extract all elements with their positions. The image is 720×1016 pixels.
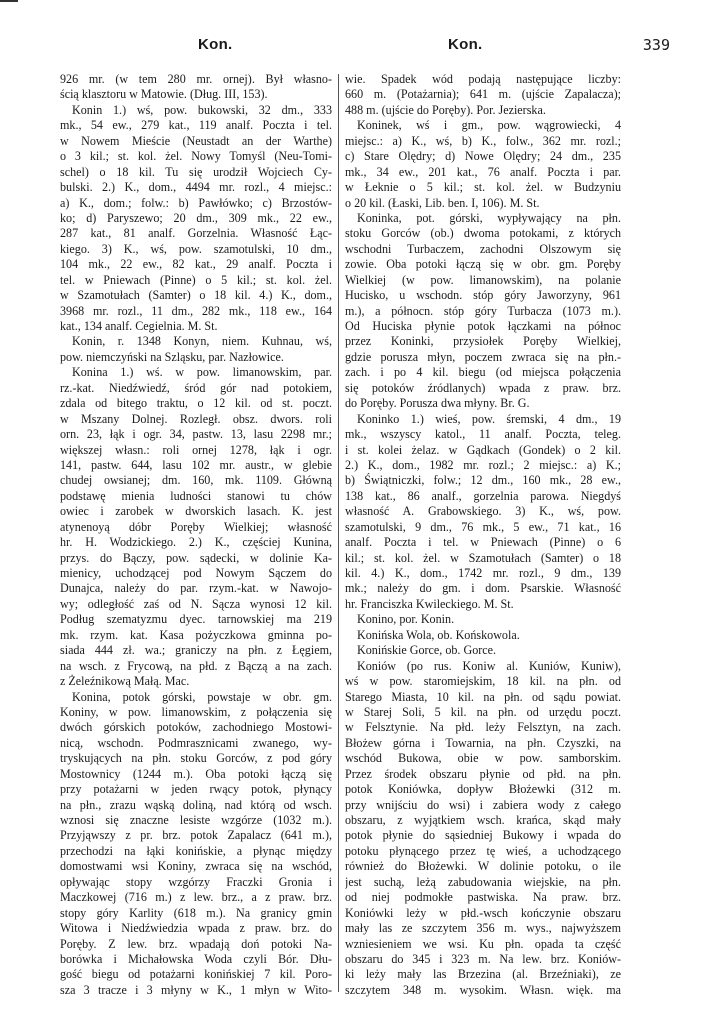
column-divider [338,74,339,992]
text-line: Konin, r. 1348 Konyn, niem. Kuhnau, wś, [72,334,332,349]
text-line: stopy góry Karlity (618 m.). Na granicy gmin [60,905,332,920]
text-line: wschód Bukowa, obie w pow. samborskim. [345,751,621,766]
text-line: własność A. Grabowskiego. 3) K., wś, pow. [345,504,621,519]
text-line: zdala od bitego traktu, o 12 kil. od st. poczt. [60,396,332,411]
text-line: ki leży mały las Brzezina (al. Brzeźniaki), ze [345,967,621,982]
text-line: w Szamotułach (Samter) o 18 kil. 4.) K., dom., [60,288,332,303]
text-line: mk. rzym. kat. Kasa pożyczkowa gminna po- [60,627,332,642]
text-line: mk., 34 ew., 201 kat., 76 analf. Poczta i par. [345,164,621,179]
running-head-left: Kon. [198,36,233,53]
text-line: opływając stopy wzgórzy Fraczki Gronia i [60,874,332,889]
text-line: Koninek, wś i gm., pow. wągrowiecki, 4 [357,118,621,133]
text-line: nicą, wschodn. Podmrasznicami zwanego, wy- [60,735,332,750]
text-line: Mostownicy (1244 m.). Oba potoki łączą się [60,766,332,781]
text-line: Koninka, pot. górski, wypływający na płn. [357,210,621,225]
text-line: na wsch. z Frycową, na płd. z Bączą a na zach. [60,658,332,673]
text-line: wzniesieniem we wsi. Ku płn. opada ta część [345,936,621,951]
text-line: jest suchą, leżą zabudowania wiejskie, na płn. [345,874,621,889]
text-line: przys. do Bączy, pow. sądecki, w dolinie Ka- [60,550,332,565]
text-line: dwóch górskich potoków, zachodniego Mostowi- [60,720,332,735]
page-edge-rule [0,0,18,2]
page-header [60,36,670,56]
text-line: szamotulski, 9 dm., 76 mk., 5 ew., 71 kat., 16 [345,519,621,534]
text-line: przy potażarni w jeden rwący potok, płynący [60,782,332,797]
right-column [345,72,621,998]
text-line: przechodzi na łąki konińskie, a płynąc między [60,843,332,858]
text-line: Błożew górna i Towarnia, na płn. Czyszki, na [345,735,621,750]
text-line: pow. niemczyński na Szląsku, par. Nazłowice. [60,349,284,364]
text-line: Koniny, w pow. limanowskim, z połączenia się [60,704,332,719]
text-line: obszaru, z wyjątkiem wsch. krańca, skąd mały [345,813,621,827]
text-line: mk., wszyscy katol., 11 analf. Poczta, teleg. [345,427,621,442]
text-line: a) K., dom.; folw.: b) Pawłówko; c) Brzostów- [60,195,332,210]
text-line: tryskujących na płn. stoku Gorców, z pod góry [60,751,332,766]
text-line: wznosi się znaczne lesiste wzgórze (1032 m.). [60,813,332,827]
text-line: analf. Poczta i tel. w Pniewach (Pinne) o 6 [345,535,621,550]
text-line: 2.) K., dom., 1982 mr. rozl.; 2 miejsc.: a) K.; [345,457,621,472]
text-line: i st. kolei żelaz. w Gądkach (Gondek) o 2 kil. [345,442,621,457]
text-line: w Łeknie o 5 kil.; st. kol. żel. w Budzyniu [345,180,621,195]
text-line: Konin 1.) wś, pow. bukowski, 32 dm., 333 [72,102,332,117]
text-line: Koniów (po rus. Koniw al. Kuniów, Kuniw), [357,658,621,673]
text-line: atynenoyą dóbr Poręby Wielkiej; własność [60,519,332,534]
text-line: 104 mk., 22 ew., 82 kat., 29 analf. Poczta i [60,257,332,272]
text-line: owiec i zarobek w dworskich lasach. K. jest [60,504,332,519]
text-line: w Starej Soli, 5 kil. na płn. od urzędu poczt. [345,704,621,719]
page-number: 339 [642,36,670,54]
text-line: Koniówki leży w płd.-wsch kończynie obszaru [345,905,621,920]
text-line: rz.-kat. Niedźwiedź, śród gór nad potokiem, [60,380,332,395]
text-line: schel) o 18 kil. Tu się urodził Wojciech Cy- [60,164,332,179]
text-line: o 3 kil.; st. kol. żel. Nowy Tomyśl (Neu-Tomi- [60,149,332,164]
text-line: 287 kat., 81 analf. Gorzelnia. Własność Łąc- [60,226,332,241]
text-line: potok płynie do sąsiedniej Bukowy i wpada do [345,828,621,843]
text-line: mk.; należy do gm. i dom. Psarskie. Własność [345,581,621,596]
text-line: również do Błożewki. W dolinie potoku, o ile [345,859,621,874]
text-line: Starego Miasta, 10 kil. na płn. od sądu powiat. [345,689,621,704]
text-line: kil. 4.) K., dom., 1742 mr. rozl., 9 dm., 139 [345,566,621,580]
text-line: przez Koninki, przysiołek Poręby Wielkiej, [345,334,621,349]
text-line: 141, pastw. 644, lasu 102 mr. austr., w glebie [60,457,332,472]
text-line: Konińska Wola, ob. Końskowola. [357,627,520,642]
text-line: o 20 kil. (Łaski, Lib. ben. I, 106). M. St. [345,195,540,210]
text-line: Przyjąwszy z pr. brz. potok Zapalacz (641 m.), [60,828,332,843]
text-line: wie. Spadek wód podają następujące liczby: [345,72,621,86]
text-line: zach. i po 4 kil. biegu (od miejsca połączenia [345,365,621,380]
text-line: gość biegu od potażarni konińskiej 7 kil. Poro- [60,967,332,982]
text-line: podstawę mienia ludności stanowi tu chów [60,488,332,503]
text-line: się potoków źródlanych) wpada z praw. brz. [345,380,621,395]
text-line: chudej owsianej; dm. 160, mk. 1109. Główną [60,473,332,488]
text-line: bulski. 2.) K., dom., 4494 mr. rozl., 4 miejsc.: [60,180,332,195]
text-line: b) Świątniczki, folw.; 12 dm., 160 mk., 28 ew., [345,473,621,488]
text-line: hr. Franciszka Kwileckiego. M. St. [345,596,514,611]
text-line: Hucisko, u wschodn. stóp góry Jaworzyny, 961 [345,288,621,303]
text-line: potoku płynącego przez tę wieś, a uchodzącego [345,843,621,858]
text-line: Poręby. Z lew. brz. wpadają doń potoki Na- [60,936,332,951]
text-line: 488 m. (ujście do Poręby). Por. Jezierska. [345,102,546,117]
text-line: siada 444 zł. wa.; graniczy na płn. z Łęgiem, [60,643,332,658]
text-line: tel. w Pniewach (Pinne) o 5 kil.; st. kol. żel. [60,272,332,287]
text-line: hr. H. Wodzickiego. 2.) K., częściej Kunina, [60,535,332,550]
text-line: wy; odległość zaś od N. Sącza wynosi 12 kil. [60,596,332,611]
text-line: obszaru do 345 i 323 m. Na lew. brz. Koniów- [345,951,621,966]
text-line: 926 mr. (w tem 280 mr. ornej). Był własno- [60,72,332,86]
text-line: Wielkiej (w pow. limanowskim), na polanie [345,272,621,287]
text-line: Konino, por. Konin. [357,612,455,627]
text-line: Od Huciska płynie potok łączkami na północ [345,319,621,333]
text-line: Dunajca, należy do par. rzym.-kat. w Nawojo- [60,581,332,596]
text-line: Konina 1.) wś. w pow. limanowskim, par. [72,365,332,380]
text-line: Konińskie Gorce, ob. Gorce. [357,643,497,658]
text-line: w Nowem Mieście (Neustadt an der Warthe) [60,133,332,148]
text-line: miejsc.: a) K., wś, b) K., folw., 362 mr. rozl.; [345,133,621,148]
text-line: ko; d) Paryszewo; 20 dm., 309 mk., 22 ew., [60,210,332,225]
text-line: domostwami wsi Koniny, zwraca się na wschód, [60,859,332,874]
text-line: 3968 mr. rozl., 11 dm., 282 mk., 118 ew., 164 [60,303,332,318]
text-line: borówka i Michałowska Woda czyli Bór. Dłu- [60,951,332,966]
text-line: Przez środek obszaru płynie od płd. na płn. [345,766,621,781]
text-line: potok Koniówka, dopływ Błożewki (312 m. [345,782,621,797]
text-line: m.), a północn. stóp góry Turbacza (1073 m.). [345,303,621,318]
text-line: Koninko 1.) wieś, pow. śremski, 4 dm., 19 [357,411,621,426]
text-line: zowie. Oba potoki łączą się w obr. gm. Poręby [345,257,621,272]
running-head-right: Kon. [448,36,483,53]
text-line: w Felsztynie. Na płd. leży Felsztyn, na zach. [345,720,621,735]
left-column [60,72,332,998]
text-line: większej własn.: roli ornej 1278, łąk i ogr. [60,442,332,457]
text-line: wś w pow. staromiejskim, 18 kil. na płn. od [345,674,621,689]
text-line: stoku Gorców (ob.) dwoma potokami, z których [345,226,621,241]
text-line: kiego. 3) K., wś, pow. szamotulski, 10 dm., [60,241,332,256]
text-line: z Żeleźnikową Małą. Mac. [60,674,190,689]
text-line: Konina, potok górski, powstaje w obr. gm. [72,689,332,704]
text-line: wschodni Turbaczem, zachodni Olszowym się [345,241,621,256]
text-line: orn. 23, łąk i ogr. 34, pastw. 13, lasu 2298 mr.; [60,427,332,442]
text-line: od niej podmokłe pastwiska. Na praw. brz. [345,890,621,905]
text-line: Maczkowej (716 m.) z lew. brz., a z praw. brz. [60,890,332,905]
text-line: mk., 54 ew., 279 kat., 119 analf. Poczta i tel. [60,118,332,133]
text-line: sza 3 tracze i 3 młyny w K., 1 młyn w Wito- [60,982,332,997]
text-line: przy wnijściu do wsi) i zabiera wody z całego [345,797,621,812]
text-line: w Mszany Dolnej. Rozległ. obsz. dwors. roli [60,411,332,426]
text-line: ścią klasztoru w Matowie. (Dług. III, 153). [60,87,268,102]
text-line: 138 kat., 86 analf., gorzelnia parowa. Niegdyś [345,488,621,503]
text-line: gdzie porusza młyn, poczem zwraca się na płn.- [345,349,621,364]
text-line: 660 m. (Potażarnia); 641 m. (ujście Zapalacza); [345,87,621,102]
text-line: Witowa i Niedźwiedzia wpada z praw. brz. do [60,921,332,936]
text-line: na płn., zrazu wąską doliną, nad którą od wsch. [60,797,332,812]
text-line: Podług szematyzmu dyec. tarnowskiej ma 219 [60,612,332,627]
text-line: kat., 134 analf. Cegielnia. M. St. [60,319,218,333]
text-line: do Poręby. Porusza dwa młyny. Br. G. [345,396,530,411]
text-line: mały las ze szczytem 356 m. wys., najwyższem [345,921,621,936]
text-line: szczytem 348 m. wysokim. Własn. więk. ma [345,982,621,997]
text-line: c) Stare Olędry; d) Nowe Olędry; 24 dm., 235 [345,149,621,164]
text-line: kil.; st. kol. żel. w Szamotułach (Samter) o 18 [345,550,621,565]
text-line: mienicy, uchodzącej pod Nowym Sączem do [60,566,332,580]
